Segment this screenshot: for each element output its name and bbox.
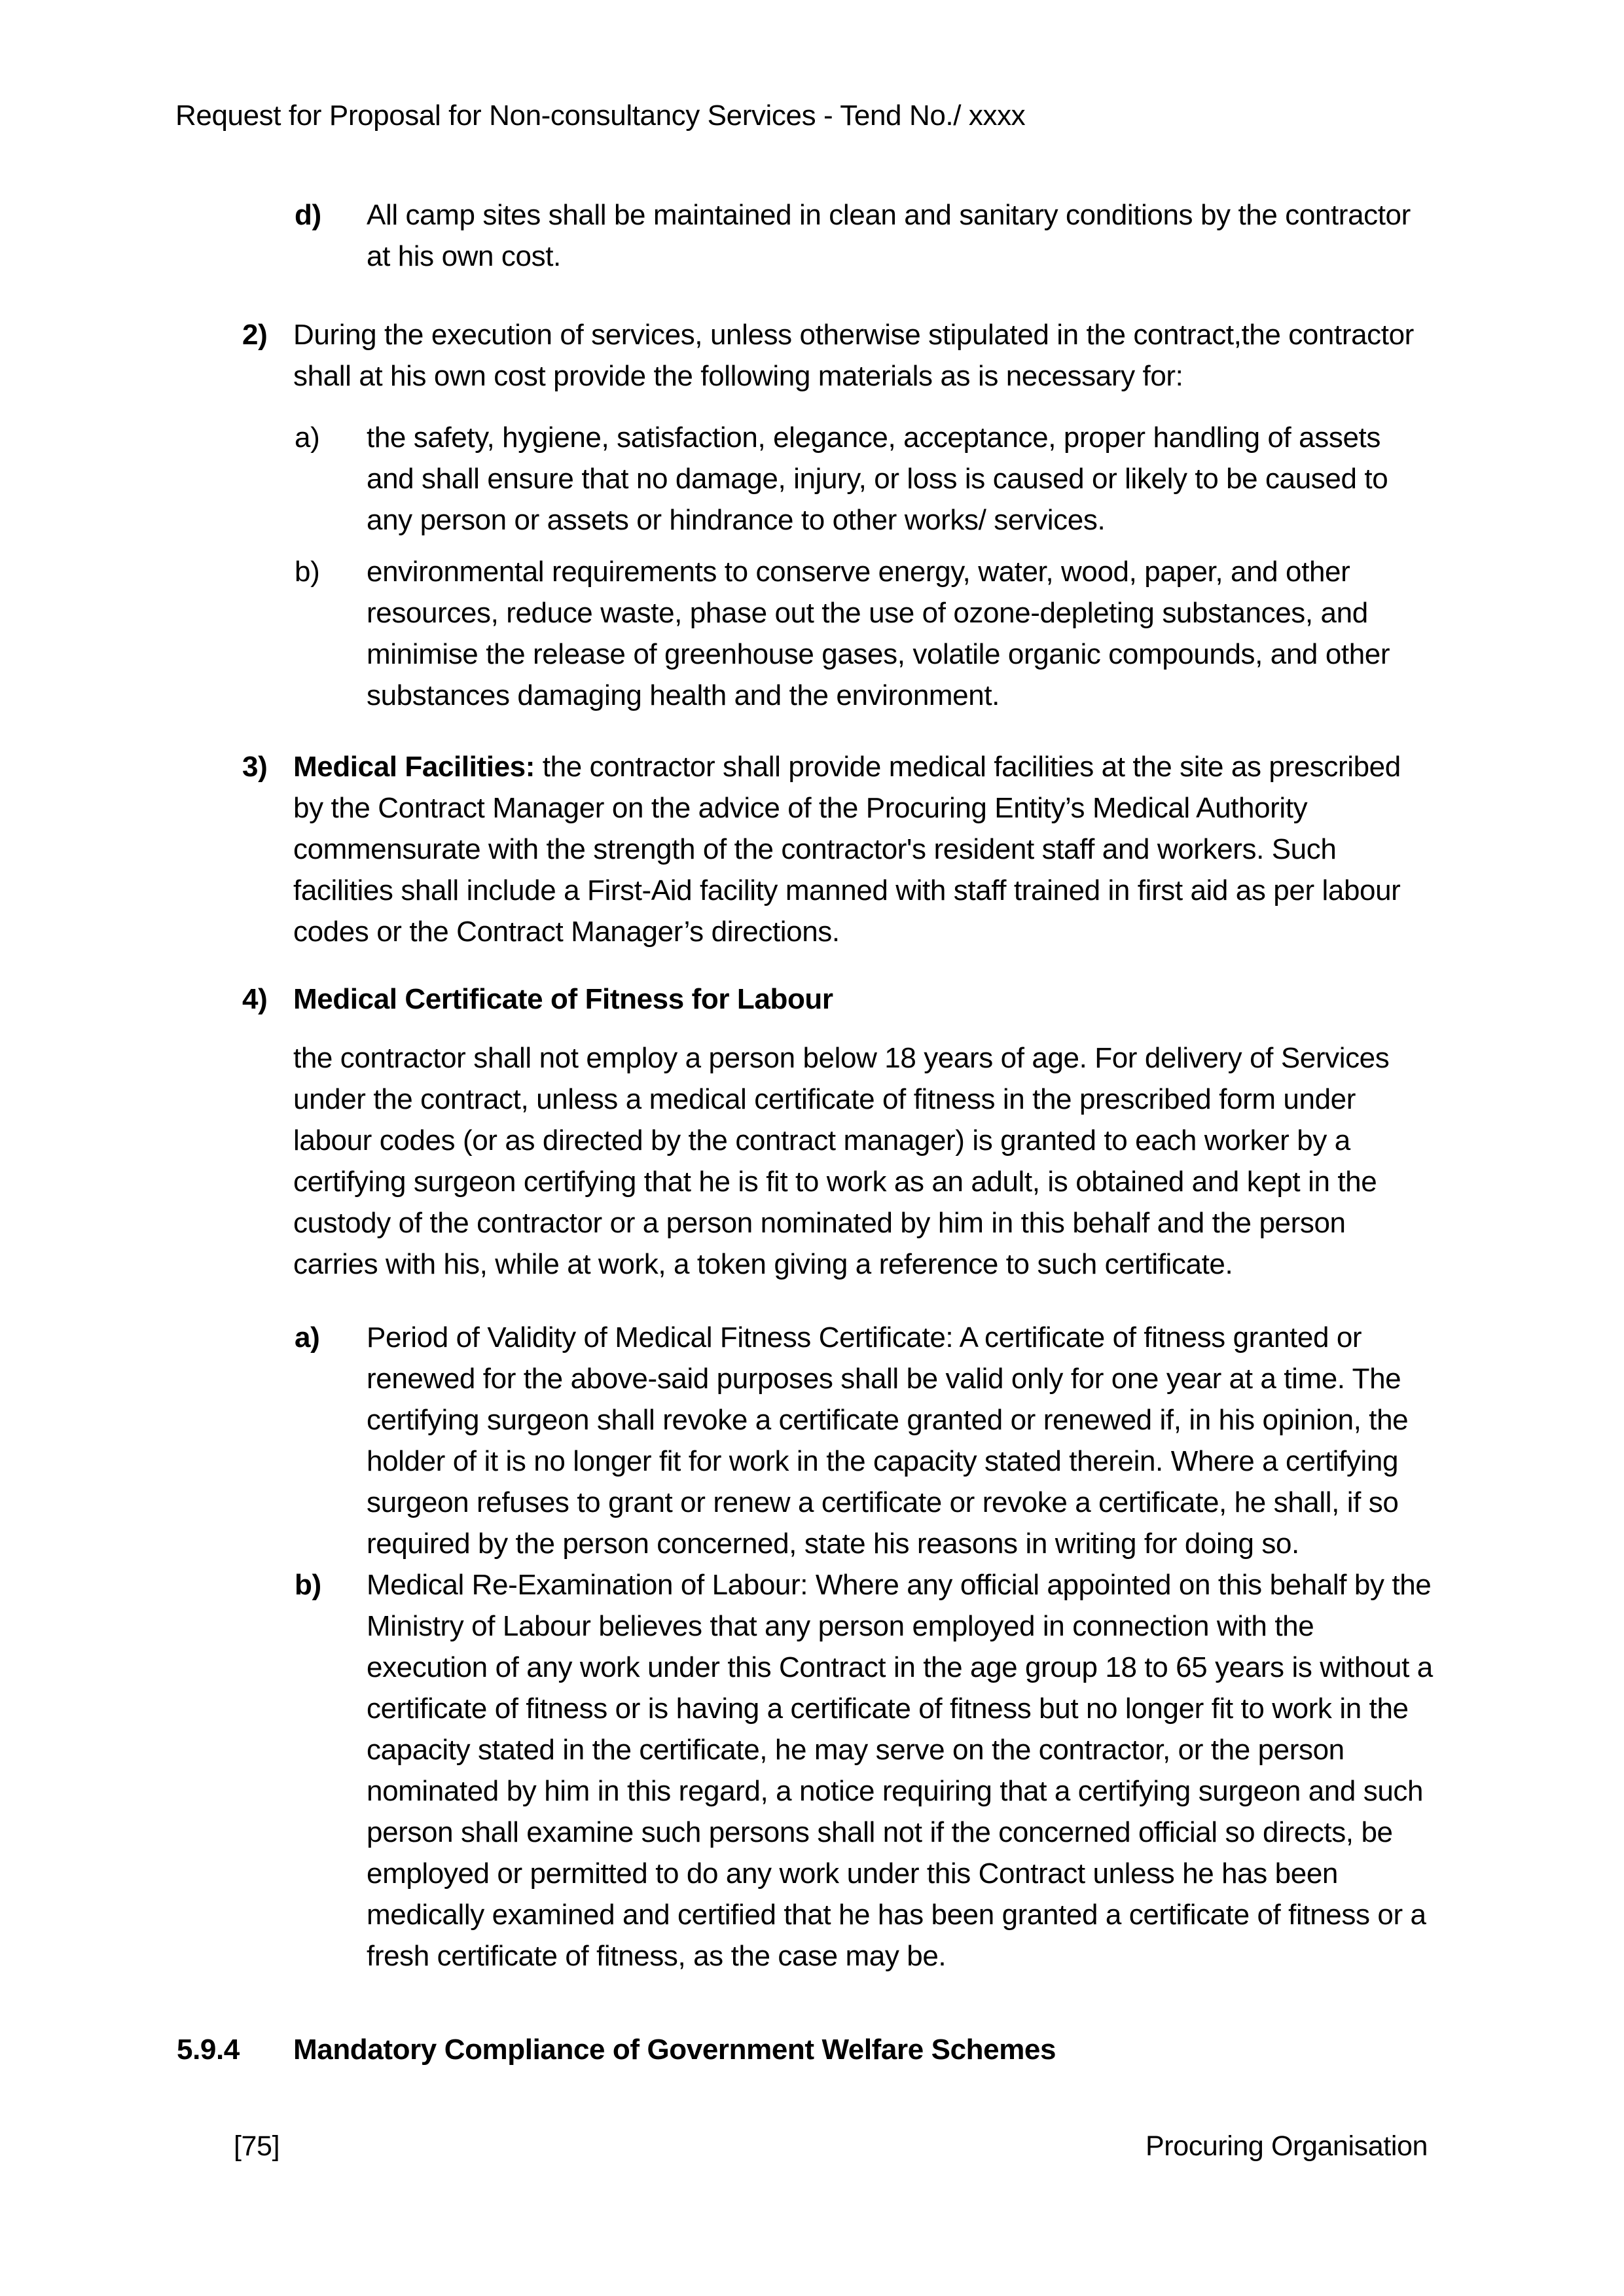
list-item-3 (0, 746, 1435, 952)
section-heading-594 (0, 2029, 1435, 2070)
item-4-paragraph (0, 1037, 1435, 1285)
footer-organisation: Procuring Organisation (1146, 2130, 1428, 2162)
list-item-2 (0, 314, 1435, 397)
item-lead: Medical Facilities: (293, 751, 535, 783)
list-item-4b (0, 1564, 1435, 1977)
item-text: Period of Validity of Medical Fitness Certificate: A certificate of fitness granted or renewed for the above-said purposes shall be valid only for one year at a time. The certifying surgeon shall revoke a certificate granted or renewed if, in his opinion, the holder of it is no longer fit for work in the capacity stated therein. Where a certifying surgeon refuses to grant or renew a certificate or revoke a certificate, he shall, if so required by the person concerned, state his reasons in writing for doing so. (367, 1321, 1409, 1560)
item-heading: Medical Certificate of Fitness for Labour (293, 983, 833, 1015)
page-header (175, 95, 1430, 136)
item-label: 4) (242, 983, 268, 1015)
page-footer (234, 2126, 1428, 2167)
item-label: 2) (242, 319, 268, 351)
section-number: 5.9.4 (177, 2034, 240, 2066)
item-text: the contractor shall provide medical facilities at the site as prescribed by the Contract Manager on the advice of the Procuring Entity’s Medical Authority commensurate with the strength of the contractor's resident staff and workers. Such facilities shall include a First-Aid facility manned with staff trained in first aid as per labour codes or the Contract Manager’s directions. (293, 751, 1401, 948)
item-label: d) (295, 199, 321, 231)
item-text: Medical Re-Examination of Labour: Where any official appointed on this behalf by the Ministry of Labour believes that any person employed in connection with the execution of any work under this Contract in the age group 18 to 65 years is without a certificate of fitness or is having a certificate of fitness but no longer fit to work in the capacity stated in the certificate, he may serve on the contractor, or the person nominated by him in this regard, a notice requiring that a certifying surgeon and such person shall examine such persons shall not if the concerned official so directs, be employed or permitted to do any work under this Contract unless he has been medically examined and certified that he has been granted a certificate of fitness or a fresh certificate of fitness, as the case may be. (367, 1569, 1433, 1972)
list-item-4-heading (0, 978, 1435, 1020)
paragraph-text: the contractor shall not employ a person below 18 years of age. For delivery of Services under the contract, unless a medical certificate of fitness in the prescribed form under labour codes (or as directed by the contract manager) is granted to each worker by a certifying surgeon certifying that he is fit to work as an adult, is obtained and kept in the custody of the contractor or a person nominated by him in this behalf and the person carries with his, while at work, a token giving a reference to such certificate. (293, 1042, 1390, 1280)
document-content (0, 194, 1435, 2070)
item-label: a) (295, 422, 320, 454)
page-number: [75] (234, 2130, 280, 2162)
section-title: Mandatory Compliance of Government Welfare Schemes (293, 2034, 1056, 2066)
item-text: All camp sites shall be maintained in clean and sanitary conditions by the contractor at his own cost. (367, 199, 1411, 272)
list-item-4a (0, 1317, 1435, 1564)
item-label: b) (295, 1569, 321, 1601)
list-item-2b (0, 551, 1435, 716)
item-text: the safety, hygiene, satisfaction, elegance, acceptance, proper handling of assets and shall ensure that no damage, injury, or loss is caused or likely to be caused to any person or assets or hindrance to other works/ services. (367, 422, 1388, 536)
item-text: During the execution of services, unless otherwise stipulated in the contract,the contractor shall at his own cost provide the following materials as is necessary for: (293, 319, 1414, 392)
item-text: environmental requirements to conserve energy, water, wood, paper, and other resources, reduce waste, phase out the use of ozone-depleting substances, and minimise the release of greenhouse gases, volatile organic compounds, and other substances damaging health and the environment. (367, 556, 1390, 711)
item-label: 3) (242, 751, 268, 783)
list-item-d (0, 194, 1435, 277)
item-label: a) (295, 1321, 320, 1354)
item-label: b) (295, 556, 320, 588)
header-title: Request for Proposal for Non-consultancy Services - Tend No./ xxxx (175, 99, 1026, 132)
list-item-2a (0, 417, 1435, 541)
